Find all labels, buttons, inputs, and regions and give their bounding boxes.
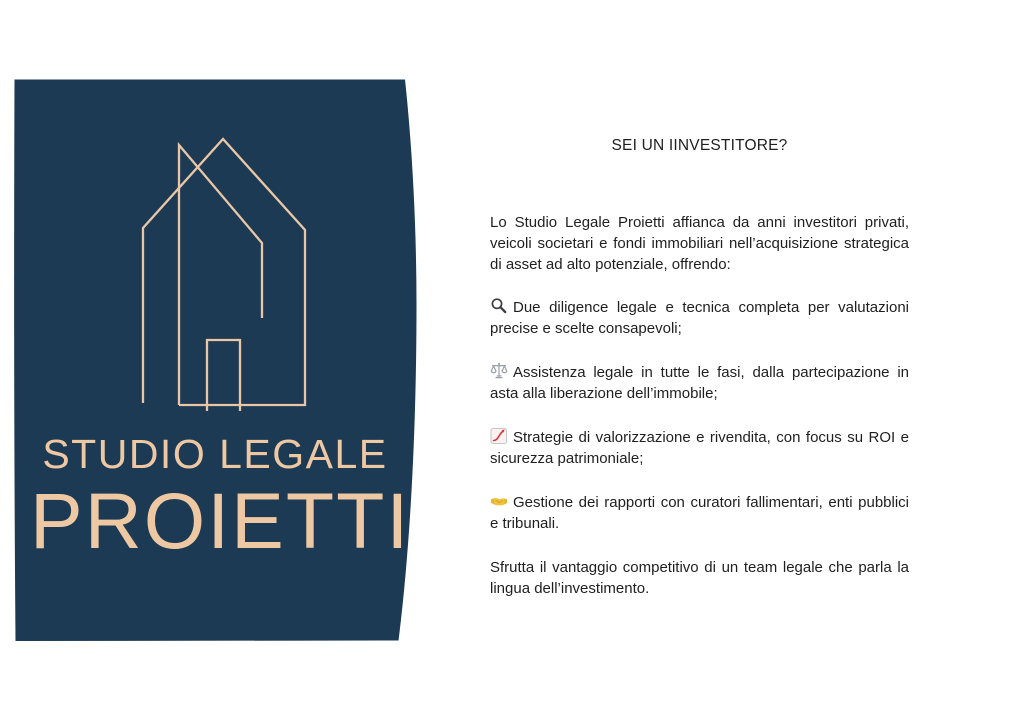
bullet-strategie [490, 427, 909, 469]
brand-name-line2: PROIETTI [30, 476, 411, 565]
brand-name [30, 431, 411, 565]
intro-paragraph: Lo Studio Legale Proietti affianca da anni investitori privati, veicoli societari e fondi immobiliari nell’acquisizione strategica di asset ad alto potenziale, offrendo: [490, 214, 909, 273]
bullet-text: Strategie di valorizzazione e rivendita, con focus su ROI e sicurezza patrimoniale; [490, 429, 909, 467]
closing-paragraph: Sfrutta il vantaggio competitivo di un team legale che parla la lingua dell’investimento. [490, 559, 909, 597]
brand-panel-content [14, 79, 416, 641]
bullet-assistenza-legale [490, 362, 909, 404]
page-title: SEI UN IINVESTITORE? [611, 137, 788, 154]
bullet-text: Assistenza legale in tutte le fasi, dalla partecipazione in asta alla liberazione dell’immobile; [490, 364, 909, 402]
bullet-due-diligence [490, 297, 909, 339]
bullet-text: Due diligence legale e tecnica completa per valutazioni precise e scelte consapevoli; [490, 299, 909, 337]
scales-of-justice-icon [490, 362, 508, 380]
brand-name-line1: STUDIO LEGALE [42, 431, 388, 477]
flyer-body [490, 135, 909, 599]
magnifier-icon [490, 297, 508, 315]
bullet-text: Gestione dei rapporti con curatori fallimentari, enti pubblici e tribunali. [490, 494, 909, 532]
bullet-gestione-rapporti [490, 492, 909, 534]
house-outline-icon [130, 130, 320, 420]
handshake-icon [490, 492, 508, 510]
chart-increasing-icon [490, 427, 508, 445]
